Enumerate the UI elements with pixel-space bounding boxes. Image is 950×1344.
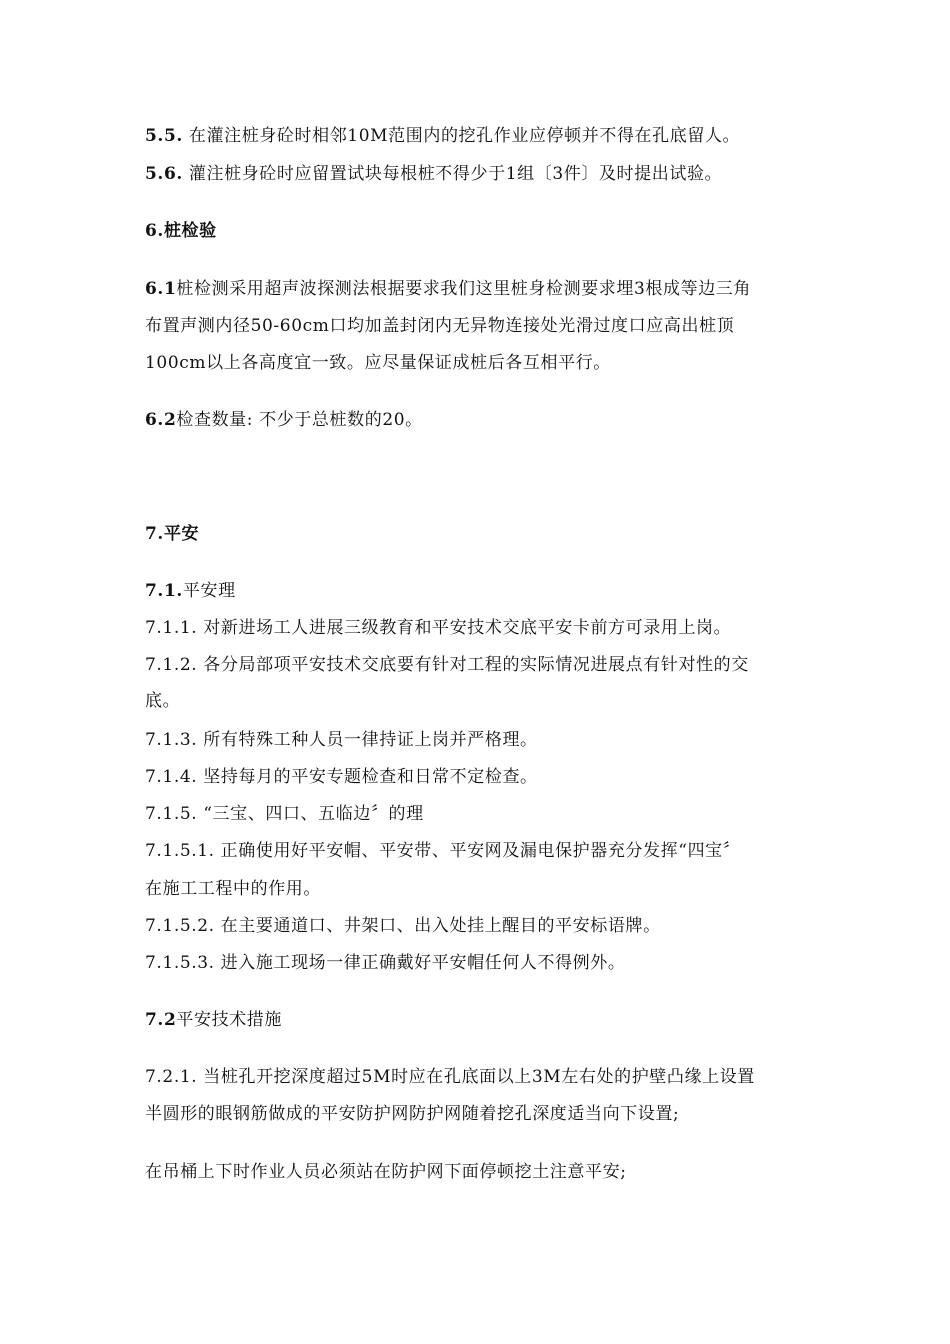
clause-7-1-2-line-1: 7.1.2. 各分局部项平安技术交底要有针对工程的实际情况进展点有针对性的交: [145, 655, 749, 675]
clause-7-2-1-line-1: 7.2.1. 当桩孔开挖深度超过5M时应在孔底面以上3M左右处的护壁凸缘上设置: [145, 1067, 755, 1087]
clause-6-1-line-2: 布置声测内径50-60cm口均加盖封闭内无异物连接处光滑过度口应高出桩顶: [145, 316, 735, 336]
clause-7-1-5-2: 7.1.5.2. 在主要通道口、井架口、出入处挂上醒目的平安标语牌。: [145, 916, 661, 936]
clause-7-1-5-1-line-2: 在施工工程中的作用。: [145, 879, 321, 899]
clause-7-1-5-1-line-1: 7.1.5.1. 正确使用好平安帽、平安带、平安网及漏电保护器充分发挥“四宝〞: [145, 841, 741, 861]
clause-6-1-line-3: 100cm以上各高度宜一致。应尽量保证成桩后各互相平行。: [145, 353, 611, 373]
clause-7-1-5: 7.1.5. “三宝、四口、五临边〞的理: [145, 804, 424, 824]
heading-6: 6.桩检验: [145, 221, 217, 241]
heading-7: 7.平安: [145, 524, 200, 544]
clause-7-1-1: 7.1.1. 对新进场工人进展三级教育和平安技术交底平安卡前方可录用上岗。: [145, 618, 732, 638]
paragraph-bucket-safety: 在吊桶上下时作业人员必须站在防护网下面停顿挖土注意平安;: [145, 1162, 627, 1182]
clause-7-1-2-line-2: 底。: [145, 691, 181, 711]
clause-7-1: 7.1.平安理: [145, 581, 236, 601]
clause-7-2: 7.2平安技术措施: [145, 1010, 282, 1030]
clause-6-1-line-1: 6.1桩检测采用超声波探测法根据要求我们这里桩身检测要求埋3根成等边三角: [145, 279, 752, 299]
clause-7-1-5-3: 7.1.5.3. 进入施工现场一律正确戴好平安帽任何人不得例外。: [145, 953, 626, 973]
clause-7-1-4: 7.1.4. 坚持每月的平安专题检查和日常不定检查。: [145, 767, 538, 787]
clause-5-6: 5.6. 灌注桩身砼时应留置试块每根桩不得少于1组〔3件〕及时提出试验。: [145, 164, 723, 184]
clause-5-5: 5.5. 在灌注桩身砼时相邻10M范围内的挖孔作业应停顿并不得在孔底留人。: [145, 126, 741, 146]
clause-7-2-1-line-2: 半圆形的眼钢筋做成的平安防护网防护网随着挖孔深度适当向下设置;: [145, 1104, 680, 1124]
clause-6-2: 6.2检查数量: 不少于总桩数的20。: [145, 410, 423, 430]
clause-7-1-3: 7.1.3. 所有特殊工种人员一律持证上岗并严格理。: [145, 730, 538, 750]
